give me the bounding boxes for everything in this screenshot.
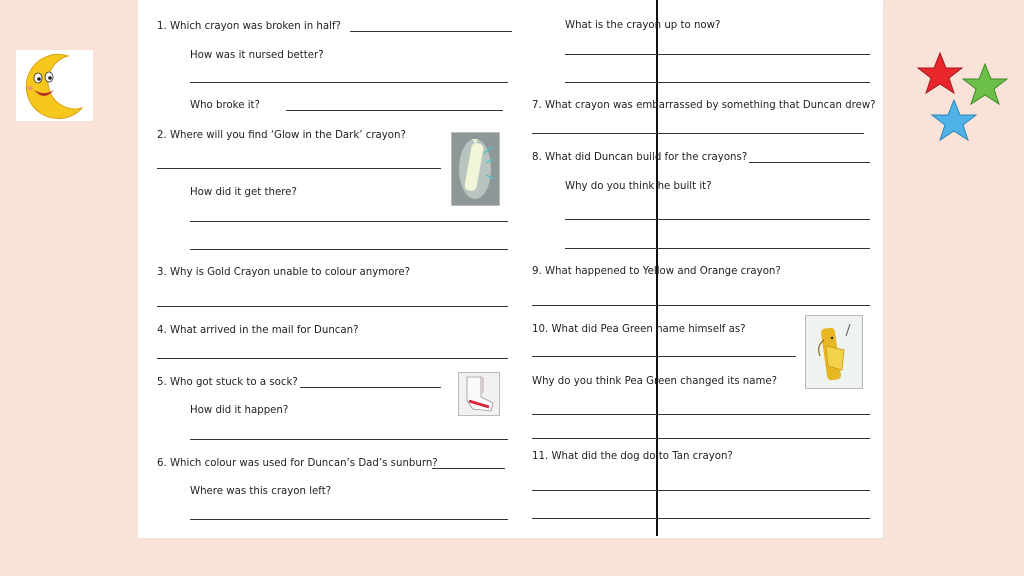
sock-picture bbox=[458, 372, 500, 416]
question-5a: How did it happen? bbox=[190, 405, 289, 416]
question-1b: Who broke it? bbox=[190, 100, 260, 111]
answer-line-1b[interactable] bbox=[286, 110, 503, 111]
question-8: 8. What did Duncan build for the crayons? bbox=[532, 152, 748, 163]
answer-line-11-2[interactable] bbox=[532, 518, 870, 519]
question-10a: Why do you think Pea Green changed its name? bbox=[532, 376, 778, 387]
answer-line-2a-2[interactable] bbox=[190, 249, 508, 250]
answer-line-10[interactable] bbox=[532, 356, 796, 357]
question-2a: How did it get there? bbox=[190, 187, 297, 198]
glow-crayon-picture bbox=[451, 132, 500, 206]
question-8a: Why do you think he built it? bbox=[565, 181, 712, 192]
worksheet bbox=[138, 0, 883, 538]
answer-line-2[interactable] bbox=[157, 168, 441, 169]
answer-line-1a[interactable] bbox=[190, 82, 508, 83]
question-1: 1. Which crayon was broken in half? bbox=[157, 21, 341, 32]
answer-line-3[interactable] bbox=[157, 306, 508, 307]
question-2: 2. Where will you find ‘Glow in the Dark’ crayon? bbox=[157, 130, 406, 141]
question-11: 11. What did the dog do to Tan crayon? bbox=[532, 451, 733, 462]
crescent-moon-icon bbox=[16, 50, 93, 121]
answer-line-8[interactable] bbox=[749, 162, 870, 163]
question-6: 6. Which colour was used for Duncan’s Dad’s sunburn? bbox=[157, 458, 438, 469]
answer-line-9[interactable] bbox=[532, 305, 870, 306]
question-6a: Where was this crayon left? bbox=[190, 486, 332, 497]
answer-line-1[interactable] bbox=[350, 31, 512, 32]
answer-line-6[interactable] bbox=[432, 468, 505, 469]
pea-green-crayon-picture bbox=[805, 315, 863, 389]
answer-line-6b-2[interactable] bbox=[565, 82, 870, 83]
three-stars-icon bbox=[915, 50, 1010, 148]
question-4: 4. What arrived in the mail for Duncan? bbox=[157, 325, 359, 336]
stars-decoration bbox=[915, 50, 1010, 148]
question-10: 10. What did Pea Green name himself as? bbox=[532, 324, 746, 335]
answer-line-4[interactable] bbox=[157, 358, 508, 359]
answer-line-6b-1[interactable] bbox=[565, 54, 870, 55]
question-1a: How was it nursed better? bbox=[190, 50, 324, 61]
question-6b: What is the crayon up to now? bbox=[565, 20, 721, 31]
answer-line-2a-1[interactable] bbox=[190, 221, 508, 222]
answer-line-5[interactable] bbox=[300, 387, 441, 388]
crescent-moon-logo bbox=[16, 50, 93, 121]
answer-line-5a[interactable] bbox=[190, 439, 508, 440]
question-3: 3. Why is Gold Crayon unable to colour anymore? bbox=[157, 267, 411, 278]
answer-line-10a-2[interactable] bbox=[532, 438, 870, 439]
answer-line-6a[interactable] bbox=[190, 519, 508, 520]
answer-line-11-1[interactable] bbox=[532, 490, 870, 491]
answer-line-7[interactable] bbox=[532, 133, 864, 134]
question-7: 7. What crayon was embarrassed by something that Duncan drew? bbox=[532, 100, 876, 111]
answer-line-10a-1[interactable] bbox=[532, 414, 870, 415]
question-9: 9. What happened to Yellow and Orange crayon? bbox=[532, 266, 781, 277]
answer-line-8a-2[interactable] bbox=[565, 248, 870, 249]
question-5: 5. Who got stuck to a sock? bbox=[157, 377, 298, 388]
answer-line-8a-1[interactable] bbox=[565, 219, 870, 220]
